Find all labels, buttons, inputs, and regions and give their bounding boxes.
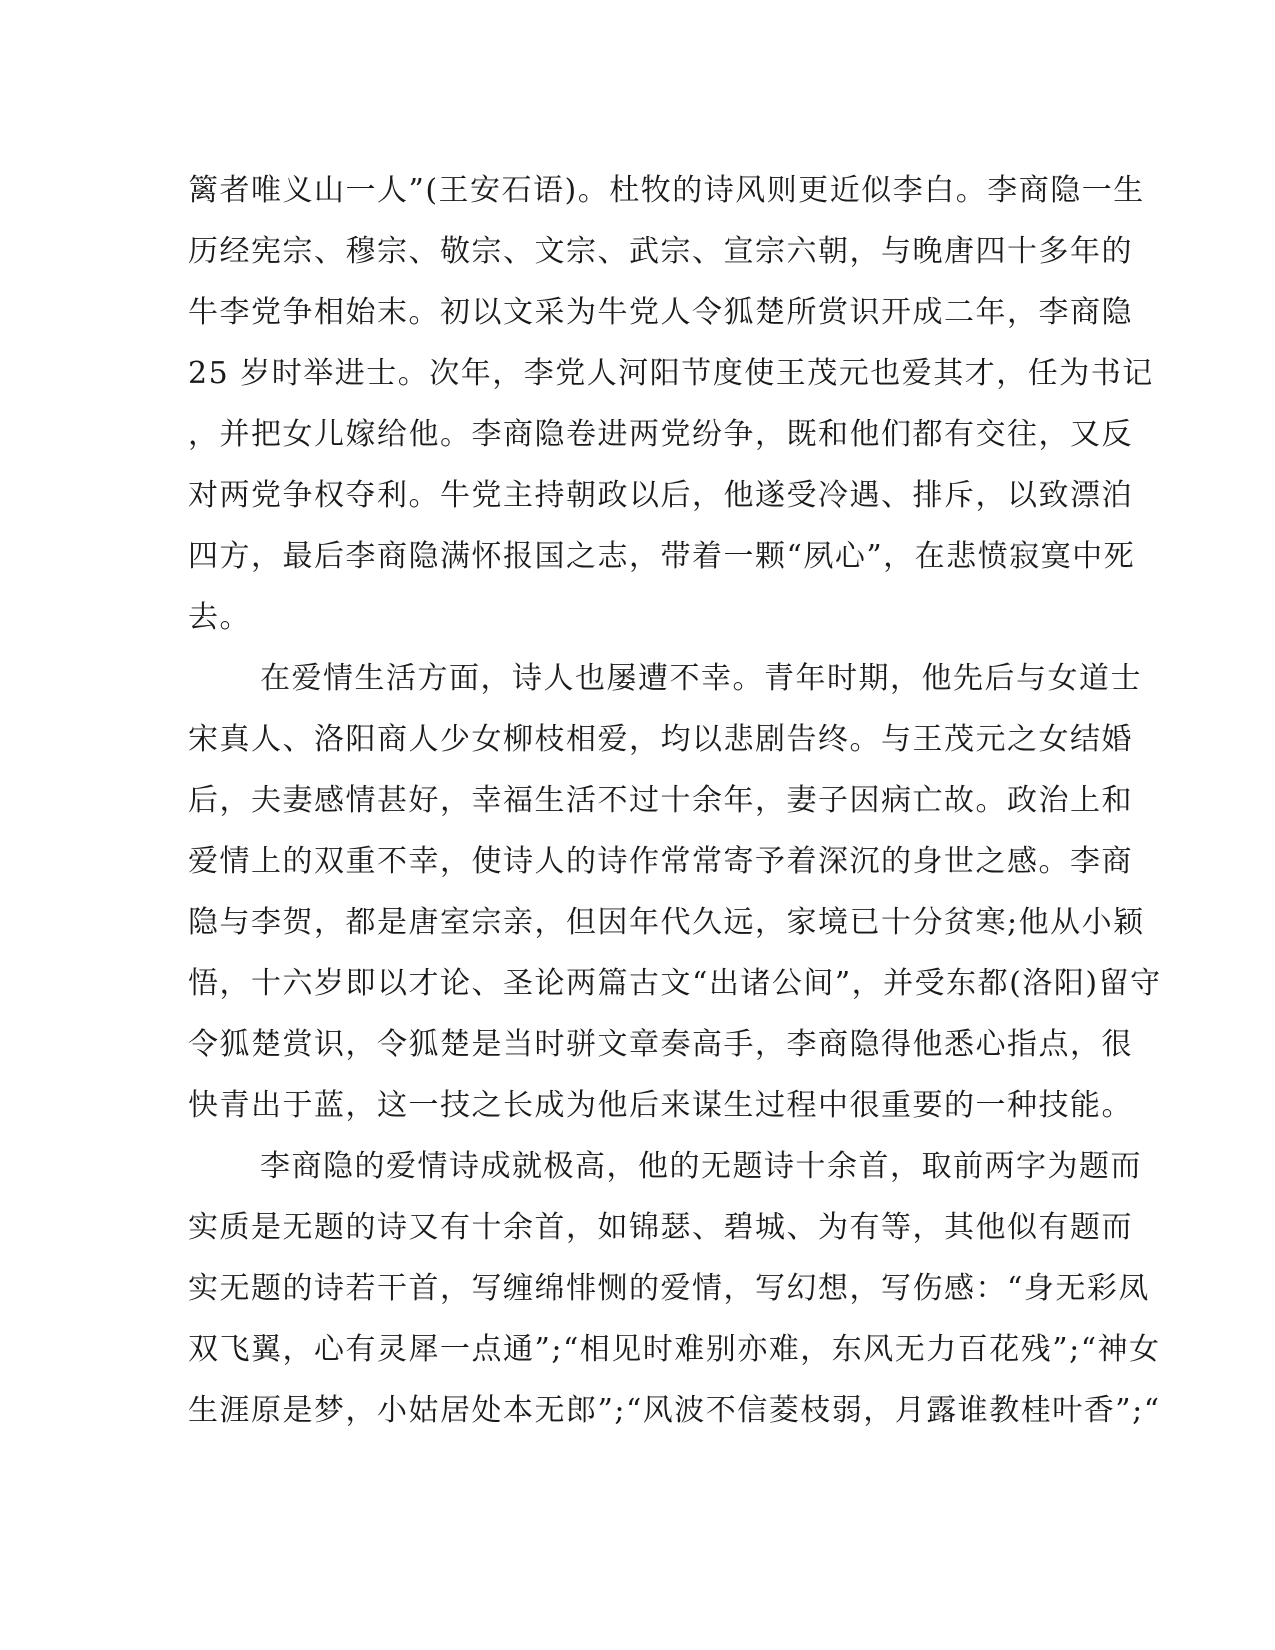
text-line: 篱者唯义山一人”(王安石语)。杜牧的诗风则更近似李白。李商隐一生	[188, 173, 1145, 208]
text-line: 历经宪宗、穆宗、敬宗、文宗、武宗、宣宗六朝，与晚唐四十多年的	[188, 234, 1133, 269]
text-line: ，并把女儿嫁给他。李商隐卷进两党纷争，既和他们都有交往，又反	[188, 417, 1133, 452]
text-line: 对两党争权夺利。牛党主持朝政以后，他遂受冷遇、排斥，以致漂泊	[188, 478, 1133, 513]
text-line: 牛李党争相始末。初以文采为牛党人令狐楚所赏识开成二年，李商隐	[188, 295, 1133, 330]
text-line: 25 岁时举进士。次年，李党人河阳节度使王茂元也爱其才，任为书记	[188, 356, 1154, 391]
text-line: 双飞翼，心有灵犀一点通”;“相见时难别亦难，东风无力百花残”;“神女	[188, 1332, 1161, 1367]
text-line: 四方，最后李商隐满怀报国之志，带着一颗“夙心”，在悲愤寂寞中死	[188, 539, 1136, 574]
text-line: 爱情上的双重不幸，使诗人的诗作常常寄予着深沉的身世之感。李商	[188, 844, 1133, 879]
text-line: 去。	[188, 600, 251, 635]
text-line: 实无题的诗若干首，写缠绵悱恻的爱情，写幻想，写伤感：“身无彩凤	[188, 1271, 1150, 1306]
text-line: 令狐楚赏识，令狐楚是当时骈文章奏高手，李商隐得他悉心指点，很	[188, 1027, 1133, 1062]
text-line: 后，夫妻感情甚好，幸福生活不过十余年，妻子因病亡故。政治上和	[188, 783, 1133, 818]
paragraph-start-line: 在爱情生活方面，诗人也屡遭不幸。青年时期，他先后与女道士	[260, 661, 1142, 696]
text-line: 悟，十六岁即以才论、圣论两篇古文“出诸公间”，并受东都(洛阳)留守	[188, 966, 1162, 1001]
text-line: 宋真人、洛阳商人少女柳枝相爱，均以悲剧告终。与王茂元之女结婚	[188, 722, 1133, 757]
paragraph-start-line: 李商隐的爱情诗成就极高，他的无题诗十余首，取前两字为题而	[260, 1149, 1142, 1184]
text-line: 快青出于蓝，这一技之长成为他后来谋生过程中很重要的一种技能。	[188, 1088, 1133, 1123]
text-line: 隐与李贺，都是唐室宗亲，但因年代久远，家境已十分贫寒;他从小颖	[188, 905, 1145, 940]
text-line: 生涯原是梦，小姑居处本无郎”;“风波不信菱枝弱，月露谁教桂叶香”;“	[188, 1393, 1161, 1428]
body-text	[188, 160, 1162, 1441]
text-line: 实质是无题的诗又有十余首，如锦瑟、碧城、为有等，其他似有题而	[188, 1210, 1133, 1245]
